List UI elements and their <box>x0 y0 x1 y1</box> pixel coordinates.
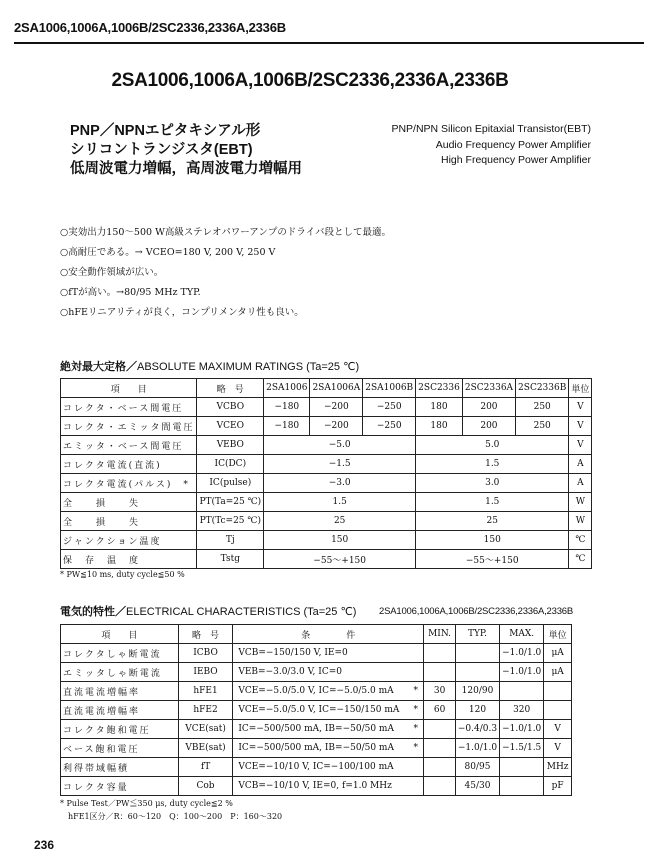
table-row <box>61 417 592 436</box>
typ-cell <box>455 644 499 663</box>
value-cell: 180 <box>416 417 463 436</box>
param-name: 直流電流増幅率 <box>61 701 179 720</box>
param-name: エミッタ・ベース間電圧 <box>61 436 197 455</box>
table-row <box>61 758 572 777</box>
elec-title-en: ELECTRICAL CHARACTERISTICS (Ta=25 ℃) <box>126 606 357 618</box>
condition-cell: IC=−500/500 mA, IB=−50/50 mA <box>233 720 408 739</box>
header-cell: MIN. <box>424 625 456 644</box>
ja-line: PNP／NPNエピタキシアル形 <box>70 123 261 139</box>
table-row <box>61 720 572 739</box>
page-number: 236 <box>34 838 55 850</box>
elec-part-numbers: 2SA1006,1006A,1006B/2SC2336,2336A,2336B <box>379 606 573 617</box>
typ-cell: −0.4/0.3 <box>455 720 499 739</box>
min-cell <box>424 758 456 777</box>
param-name: コレクタ飽和電圧 <box>61 720 179 739</box>
param-symbol: VCBO <box>197 398 264 417</box>
value-cell: −180 <box>264 398 310 417</box>
param-name: コレクタ電流(パルス) * <box>61 474 197 493</box>
unit-cell: V <box>544 739 572 758</box>
value-cell: −200 <box>310 398 363 417</box>
value-cell: 200 <box>462 398 515 417</box>
hfe-class-note: hFE1区分／R：60～120 Q：100～200 P：160～320 <box>68 812 283 821</box>
main-title: 2SA1006,1006A,1006B/2SC2336,2336A,2336B <box>111 70 509 91</box>
param-name: 直流電流増幅率 <box>61 682 179 701</box>
min-cell: 60 <box>424 701 456 720</box>
param-name: ベース飽和電圧 <box>61 739 179 758</box>
max-cell <box>500 758 544 777</box>
running-title: 2SA1006,1006A,1006B/2SC2336,2336A,2336B <box>14 20 286 35</box>
typ-cell <box>455 663 499 682</box>
param-symbol: ICBO <box>178 644 233 663</box>
value-cell-2sc: 1.5 <box>416 455 569 474</box>
table-row <box>61 644 572 663</box>
abs-max-title-en: ABSOLUTE MAXIMUM RATINGS (Ta=25 ℃) <box>137 361 360 373</box>
param-symbol: PT(Ta=25 ℃) <box>197 493 264 512</box>
unit-cell: W <box>569 493 592 512</box>
condition-cell: VEB=−3.0/3.0 V, IC=0 <box>233 663 408 682</box>
param-name: コレクタ容量 <box>61 777 179 796</box>
value-cell: −250 <box>363 417 416 436</box>
max-cell <box>500 777 544 796</box>
header-cell: 2SC2336B <box>516 379 569 398</box>
unit-cell <box>544 682 572 701</box>
ja-line: 低周波電力増幅，高周波電力増幅用 <box>70 161 302 177</box>
min-cell: 30 <box>424 682 456 701</box>
header-cell: 条 件 <box>233 625 424 644</box>
param-symbol: VCE(sat) <box>178 720 233 739</box>
unit-cell: ℃ <box>569 531 592 550</box>
unit-cell: ℃ <box>569 550 592 569</box>
header-cell: 2SA1006A <box>310 379 363 398</box>
value-cell-2sc: 3.0 <box>416 474 569 493</box>
table-row <box>61 455 592 474</box>
param-name: ジャンクション温度 <box>61 531 197 550</box>
en-line: High Frequency Power Amplifier <box>441 154 591 166</box>
unit-cell: V <box>569 417 592 436</box>
param-symbol: Tstg <box>197 550 264 569</box>
param-symbol: hFE1 <box>178 682 233 701</box>
abs-max-table <box>60 378 592 569</box>
condition-cell: VCB=−10/10 V, IE=0, f=1.0 MHz <box>233 777 408 796</box>
param-symbol: IEBO <box>178 663 233 682</box>
table-row <box>61 398 592 417</box>
max-cell <box>500 682 544 701</box>
header-cell: 2SA1006B <box>363 379 416 398</box>
unit-cell: A <box>569 474 592 493</box>
param-name: 利得帯域幅積 <box>61 758 179 777</box>
table-row <box>61 739 572 758</box>
pulse-mark <box>408 758 424 777</box>
elec-title-ja: 電気的特性／ <box>60 606 126 618</box>
value-cell-2sa: −5.0 <box>264 436 416 455</box>
max-cell: −1.5/1.5 <box>500 739 544 758</box>
param-symbol: VEBO <box>197 436 264 455</box>
pulse-mark: * <box>408 701 424 720</box>
feature-item: ○高耐圧である。→ VCEO=180 V, 200 V, 250 V <box>60 247 276 258</box>
table-row <box>61 701 572 720</box>
table-row <box>61 474 592 493</box>
param-symbol: VCEO <box>197 417 264 436</box>
pulse-mark <box>408 777 424 796</box>
min-cell <box>424 777 456 796</box>
typ-cell: 120 <box>455 701 499 720</box>
typ-cell: 80/95 <box>455 758 499 777</box>
pulse-mark: * <box>408 739 424 758</box>
header-cell: 項 目 <box>61 379 197 398</box>
ja-line: シリコントランジスタ(EBT) <box>70 142 253 158</box>
elec-table <box>60 624 572 796</box>
param-symbol: hFE2 <box>178 701 233 720</box>
table-row <box>61 531 592 550</box>
english-description <box>391 122 591 169</box>
value-cell-2sa: 25 <box>264 512 416 531</box>
value-cell-2sa: −1.5 <box>264 455 416 474</box>
value-cell-2sc: 150 <box>416 531 569 550</box>
param-symbol: IC(DC) <box>197 455 264 474</box>
param-symbol: VBE(sat) <box>178 739 233 758</box>
pulse-mark: * <box>408 720 424 739</box>
max-cell: 320 <box>500 701 544 720</box>
header-cell: 略 号 <box>178 625 233 644</box>
en-line: Audio Frequency Power Amplifier <box>435 138 591 151</box>
max-cell: −1.0/1.0 <box>500 663 544 682</box>
condition-cell: VCE=−10/10 V, IC=−100/100 mA <box>233 758 408 777</box>
header-cell: 単位 <box>569 379 592 398</box>
param-name: コレクタ電流(直流) <box>61 455 197 474</box>
header-cell: 2SC2336 <box>416 379 463 398</box>
value-cell: −200 <box>310 417 363 436</box>
param-name: コレクタ・エミッタ間電圧 <box>61 417 197 436</box>
header-cell: TYP. <box>455 625 499 644</box>
param-symbol: fT <box>178 758 233 777</box>
min-cell <box>424 739 456 758</box>
max-cell: −1.0/1.0 <box>500 644 544 663</box>
table-row <box>61 777 572 796</box>
param-symbol: PT(Tc=25 ℃) <box>197 512 264 531</box>
abs-max-title-ja: 絶対最大定格／ <box>60 361 137 373</box>
table-row <box>61 436 592 455</box>
unit-cell <box>544 701 572 720</box>
unit-cell: V <box>569 398 592 417</box>
unit-cell: W <box>569 512 592 531</box>
param-name: コレクタ・ベース間電圧 <box>61 398 197 417</box>
max-cell: −1.0/1.0 <box>500 720 544 739</box>
header-cell: 2SC2336A <box>462 379 515 398</box>
pulse-mark: * <box>408 682 424 701</box>
min-cell <box>424 663 456 682</box>
unit-cell: V <box>569 436 592 455</box>
value-cell: 180 <box>416 398 463 417</box>
feature-item: ○hFEリニアリティが良く，コンプリメンタリ性も良い。 <box>60 307 304 318</box>
unit-cell: A <box>569 455 592 474</box>
header-rule <box>14 42 644 44</box>
pulse-mark <box>408 663 424 682</box>
typ-cell: 45/30 <box>455 777 499 796</box>
param-name: 全 損 失 <box>61 512 197 531</box>
header-cell: 単位 <box>544 625 572 644</box>
unit-cell: pF <box>544 777 572 796</box>
elec-title <box>60 603 356 619</box>
min-cell <box>424 644 456 663</box>
feature-item: ○実効出力150～500 W高級ステレオパワーアンプのドライバ段として最適。 <box>60 227 391 238</box>
abs-max-header-row <box>61 379 592 398</box>
table-row <box>61 682 572 701</box>
unit-cell: V <box>544 720 572 739</box>
value-cell-2sc: 5.0 <box>416 436 569 455</box>
elec-header-row <box>61 625 572 644</box>
feature-item: ○安全動作領域が広い。 <box>60 267 164 278</box>
header-cell: MAX. <box>500 625 544 644</box>
table-row <box>61 550 592 569</box>
value-cell-2sc: −55～+150 <box>416 550 569 569</box>
japanese-description <box>70 122 302 179</box>
param-name: 保 存 温 度 <box>61 550 197 569</box>
param-symbol: IC(pulse) <box>197 474 264 493</box>
param-name: エミッタしゃ断電流 <box>61 663 179 682</box>
unit-cell: μA <box>544 663 572 682</box>
value-cell: 250 <box>516 398 569 417</box>
value-cell-2sa: 150 <box>264 531 416 550</box>
param-symbol: Cob <box>178 777 233 796</box>
value-cell: −180 <box>264 417 310 436</box>
value-cell-2sa: 1.5 <box>264 493 416 512</box>
en-line: PNP/NPN Silicon Epitaxial Transistor(EBT) <box>391 123 591 135</box>
condition-cell: VCE=−5.0/5.0 V, IC=−150/150 mA <box>233 701 408 720</box>
header-cell: 項 目 <box>61 625 179 644</box>
value-cell-2sa: −3.0 <box>264 474 416 493</box>
min-cell <box>424 720 456 739</box>
condition-cell: VCE=−5.0/5.0 V, IC=−5.0/5.0 mA <box>233 682 408 701</box>
value-cell-2sc: 1.5 <box>416 493 569 512</box>
param-symbol: Tj <box>197 531 264 550</box>
value-cell-2sa: −55～+150 <box>264 550 416 569</box>
value-cell: −250 <box>363 398 416 417</box>
feature-item: ○fTが高い。→80/95 MHz TYP. <box>60 287 201 298</box>
typ-cell: 120/90 <box>455 682 499 701</box>
condition-cell: VCB=−150/150 V, IE=0 <box>233 644 408 663</box>
param-name: コレクタしゃ断電流 <box>61 644 179 663</box>
value-cell-2sc: 25 <box>416 512 569 531</box>
abs-max-note: * PW≦10 ms, duty cycle≦50 % <box>60 570 185 579</box>
table-row <box>61 493 592 512</box>
unit-cell: μA <box>544 644 572 663</box>
pulse-test-note: * Pulse Test／PW≦350 μs, duty cycle≦2 % <box>60 799 233 808</box>
typ-cell: −1.0/1.0 <box>455 739 499 758</box>
value-cell: 250 <box>516 417 569 436</box>
param-name: 全 損 失 <box>61 493 197 512</box>
header-cell: 2SA1006 <box>264 379 310 398</box>
abs-max-title <box>60 358 359 374</box>
table-row <box>61 512 592 531</box>
table-row <box>61 663 572 682</box>
unit-cell: MHz <box>544 758 572 777</box>
feature-list <box>60 223 391 323</box>
header-cell: 略 号 <box>197 379 264 398</box>
value-cell: 200 <box>462 417 515 436</box>
condition-cell: IC=−500/500 mA, IB=−50/50 mA <box>233 739 408 758</box>
pulse-mark <box>408 644 424 663</box>
